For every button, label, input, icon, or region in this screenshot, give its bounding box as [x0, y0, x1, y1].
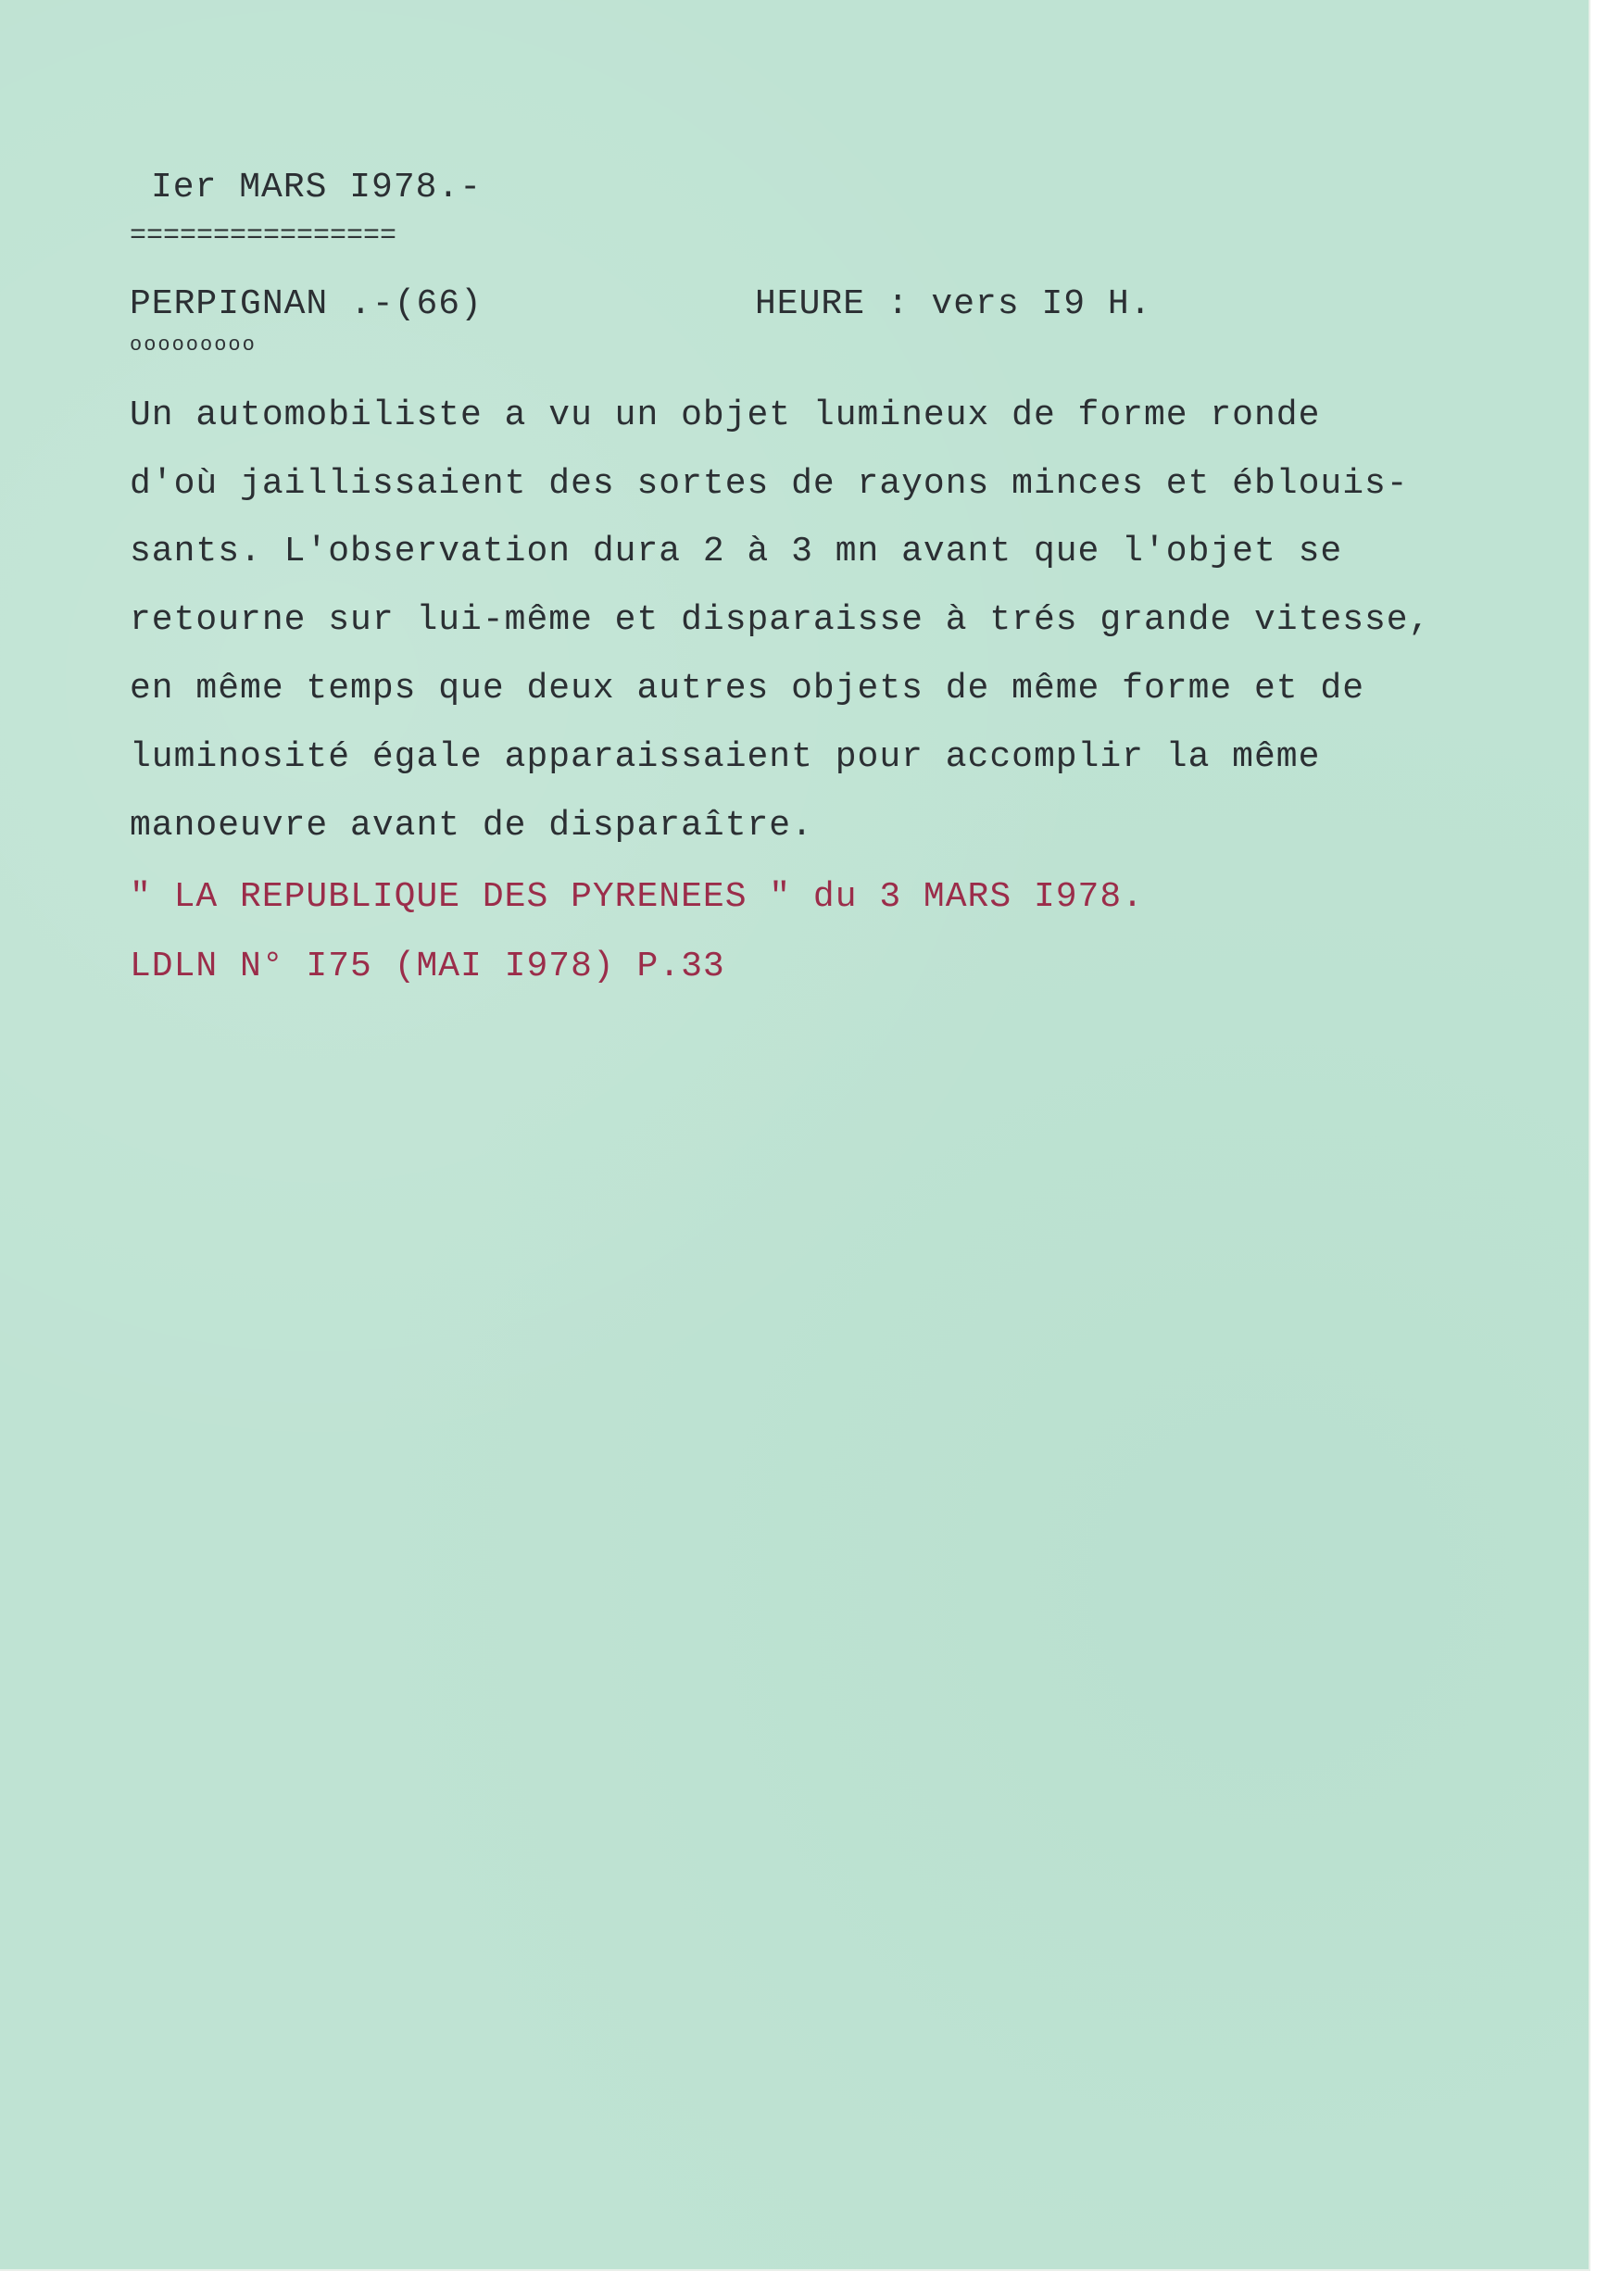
body-line: manoeuvre avant de disparaître. [130, 806, 813, 846]
ldln-reference: LDLN N° I75 (MAI I978) P.33 [130, 947, 725, 986]
report-date: Ier MARS I978.- [151, 168, 483, 207]
body-line: en même temps que deux autres objets de même forme et de [130, 669, 1365, 709]
report-time: HEURE : vers I9 H. [755, 284, 1152, 324]
body-line: sants. L'observation dura 2 à 3 mn avant que l'objet se [130, 532, 1343, 571]
body-line: luminosité égale apparaissaient pour accomplir la même [130, 737, 1321, 777]
date-underline: ================ [130, 220, 397, 252]
report-place: PERPIGNAN .-(66) [130, 284, 483, 324]
body-line: Un automobiliste a vu un objet lumineux de forme ronde [130, 395, 1321, 435]
place-underline: ooooooooo [130, 333, 257, 357]
body-line: retourne sur lui-même et disparaisse à trés grande vitesse, [130, 600, 1431, 640]
body-line: d'où jaillissaient des sortes de rayons minces et éblouis- [130, 464, 1409, 504]
newspaper-source: " LA REPUBLIQUE DES PYRENEES " du 3 MARS I978. [130, 877, 1144, 917]
